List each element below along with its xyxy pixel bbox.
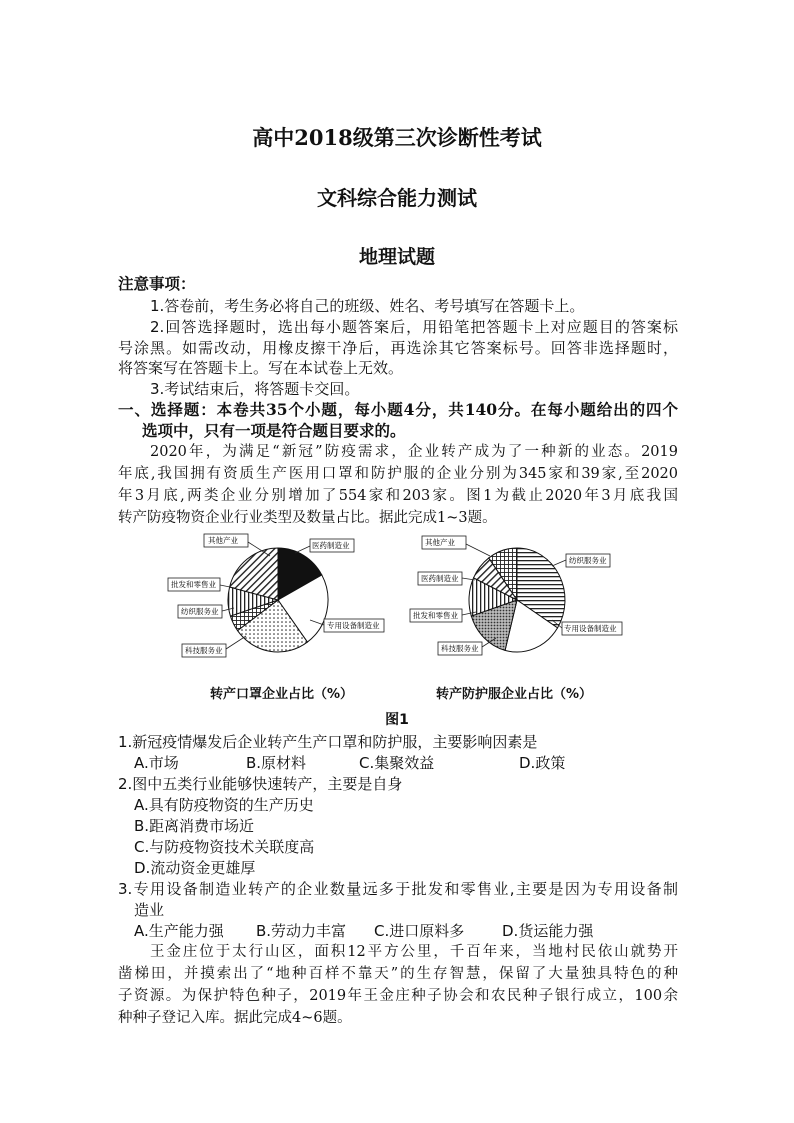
passage1-line2: 年底,我国拥有资质生产医用口罩和防护服的企业分别为345家和39家,至2020 (118, 466, 678, 482)
figure-pie-charts (160, 528, 650, 708)
exam-subtitle: 文科综合能力测试 (317, 186, 477, 210)
mask-label-wholesale: 批发和零售业 (171, 580, 216, 589)
suit-label-other: 其他产业 (425, 538, 455, 547)
q1-options (134, 753, 694, 773)
mask-label-textile: 纺织服务业 (181, 607, 219, 616)
suit-label-equipment: 专用设备制造业 (564, 624, 617, 633)
q1-stem: 1.新冠疫情爆发后企业转产生产口罩和防护服，主要影响因素是 (118, 733, 538, 751)
mask-pie (228, 548, 328, 652)
suit-label-tech: 科技服务业 (441, 644, 479, 653)
q1-option-a: A.市场 (134, 754, 179, 772)
passage2-line4: 种种子登记入库。据此完成4~6题。 (118, 1010, 352, 1026)
mask-chart-title: 转产口罩企业占比（%） (210, 687, 354, 702)
passage2-line3: 子资源。为保护特色种子，2019年王金庄种子协会和农民种子银行成立，100余 (118, 988, 678, 1004)
notice-heading: 注意事项： (118, 274, 196, 293)
section-heading: 一、选择题：本卷共35个小题，每小题4分，共140分。在每小题给出的四个 (118, 400, 678, 419)
mask-label-tech: 科技服务业 (185, 646, 223, 655)
q1-option-d: D.政策 (519, 754, 566, 772)
q3-option-c: C.进口原料多 (374, 922, 465, 940)
passage1-line3: 年3月底,两类企业分别增加了554家和203家。图1为截止2020年3月底我国 (118, 488, 678, 504)
q2-option-b: B.距离消费市场近 (134, 817, 255, 835)
passage1-line1: 2020年，为满足“新冠”防疫需求，企业转产成为了一种新的业态。2019 (150, 444, 678, 460)
notice-item-2-end: 将答案写在答题卡上。写在本试卷上无效。 (118, 359, 404, 377)
q2-option-c: C.与防疫物资技术关联度高 (134, 838, 315, 856)
suit-pie (469, 548, 565, 652)
suit-label-medical: 医药制造业 (421, 574, 459, 583)
subject-title: 地理试题 (358, 246, 435, 268)
notice-item-2: 2.回答选择题时，选出每小题答案后，用铅笔把答题卡上对应题目的答案标 (150, 318, 678, 336)
notice-item-3: 3.考试结束后，将答题卡交回。 (150, 380, 360, 398)
passage1-line4: 转产防疫物资企业行业类型及数量占比。据此完成1~3题。 (118, 510, 497, 526)
q1-option-c: C.集聚效益 (359, 754, 435, 772)
q2-option-d: D.流动资金更雄厚 (134, 859, 256, 877)
q3-stem: 3.专用设备制造业转产的企业数量远多于批发和零售业,主要是因为专用设备制 (118, 880, 678, 898)
q2-stem: 2.图中五类行业能够快速转产，主要是自身 (118, 775, 403, 793)
exam-title: 高中2018级第三次诊断性考试 (252, 125, 542, 150)
mask-label-medical: 医药制造业 (312, 541, 350, 550)
q3-option-d: D.货运能力强 (502, 922, 594, 940)
q3-option-b: B.劳动力丰富 (256, 922, 347, 940)
q3-stem-cont: 造业 (134, 901, 165, 919)
q3-option-a: A.生产能力强 (134, 922, 224, 940)
mask-label-other: 其他产业 (208, 536, 238, 545)
passage2-line2: 凿梯田，并摸索出了“地种百样不靠天”的生存智慧，保留了大量独具特色的种 (118, 966, 678, 982)
suit-label-wholesale: 批发和零售业 (413, 611, 458, 620)
notice-item-1: 1.答卷前，考生务必将自己的班级、姓名、考号填写在答题卡上。 (150, 297, 585, 315)
q1-option-b: B.原材料 (246, 754, 307, 772)
q2-option-a: A.具有防疫物资的生产历史 (134, 796, 314, 814)
figure-caption: 图1 (385, 712, 409, 728)
mask-label-equipment: 专用设备制造业 (327, 621, 380, 630)
suit-label-textile: 纺织服务业 (569, 556, 607, 565)
passage2-line1: 王金庄位于太行山区，面积12平方公里，千百年来，当地村民依山就势开 (150, 944, 678, 960)
q3-options (134, 921, 694, 941)
section-heading-cont: 选项中，只有一项是符合题目要求的。 (142, 421, 406, 440)
suit-chart-title: 转产防护服企业占比（%） (436, 687, 593, 702)
notice-item-2-cont: 号涂黑。如需改动，用橡皮擦干净后，再选涂其它答案标号。回答非选择题时， (118, 339, 678, 357)
